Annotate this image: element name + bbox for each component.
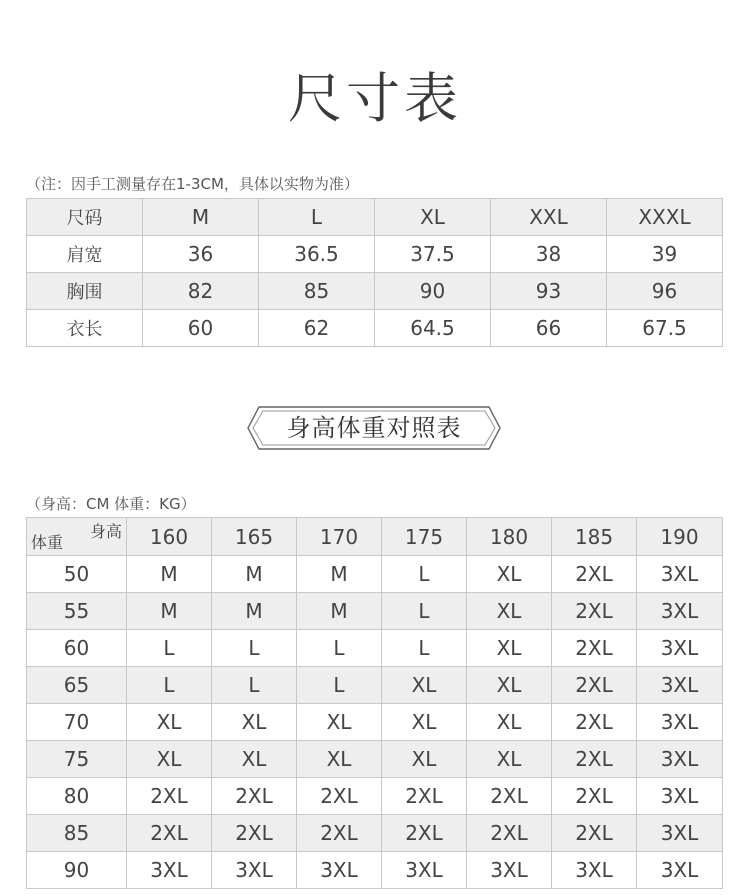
size-cell: 3XL: [637, 741, 723, 778]
size-header-row: [27, 199, 723, 236]
size-cell: XL: [382, 667, 467, 704]
size-cell: L: [212, 630, 297, 667]
weight-cell: 75: [27, 741, 127, 778]
size-cell: XL: [467, 556, 552, 593]
size-cell: M: [127, 556, 212, 593]
header-cell: 尺码: [27, 199, 143, 236]
header-cell: M: [143, 199, 259, 236]
weight-cell: 60: [27, 630, 127, 667]
height-cell: 180: [467, 518, 552, 556]
size-cell: L: [297, 630, 382, 667]
header-cell: XXXL: [607, 199, 723, 236]
size-cell: L: [297, 667, 382, 704]
size-cell: 3XL: [637, 704, 723, 741]
table-cell: 93: [491, 273, 607, 310]
table-cell: 37.5: [375, 236, 491, 273]
size-cell: 3XL: [637, 556, 723, 593]
size-cell: M: [212, 593, 297, 630]
size-cell: 2XL: [212, 815, 297, 852]
size-cell: 2XL: [467, 815, 552, 852]
size-cell: 2XL: [127, 778, 212, 815]
size-cell: 2XL: [552, 556, 637, 593]
size-cell: L: [382, 556, 467, 593]
size-cell: XL: [127, 704, 212, 741]
size-cell: 2XL: [382, 778, 467, 815]
corner-weight-label: 体重: [31, 533, 64, 552]
table-cell: 85: [259, 273, 375, 310]
height-cell: 170: [297, 518, 382, 556]
size-cell: 3XL: [127, 852, 212, 889]
weight-cell: 90: [27, 852, 127, 889]
corner-height-label: 身高: [89, 522, 122, 541]
size-cell: XL: [212, 741, 297, 778]
weight-cell: 65: [27, 667, 127, 704]
height-cell: 190: [637, 518, 723, 556]
size-cell: 2XL: [552, 704, 637, 741]
weight-cell: 80: [27, 778, 127, 815]
size-cell: 2XL: [552, 741, 637, 778]
size-cell: 3XL: [637, 593, 723, 630]
table-row: [27, 741, 723, 778]
header-cell: XXL: [491, 199, 607, 236]
size-cell: XL: [212, 704, 297, 741]
header-cell: L: [259, 199, 375, 236]
size-cell: M: [297, 556, 382, 593]
size-cell: 2XL: [552, 815, 637, 852]
size-cell: XL: [467, 741, 552, 778]
table-row: [27, 236, 723, 273]
size-cell: L: [382, 593, 467, 630]
header-cell: XL: [375, 199, 491, 236]
size-cell: 2XL: [552, 593, 637, 630]
table-cell: 36.5: [259, 236, 375, 273]
table-row: [27, 852, 723, 889]
size-cell: 3XL: [212, 852, 297, 889]
size-cell: XL: [467, 593, 552, 630]
height-weight-table: [26, 517, 723, 889]
size-cell: L: [127, 630, 212, 667]
table-cell: 96: [607, 273, 723, 310]
size-cell: 2XL: [552, 667, 637, 704]
size-chart-table: [26, 198, 723, 347]
height-cell: 165: [212, 518, 297, 556]
section-title: 身高体重对照表: [286, 414, 462, 442]
table-cell: 38: [491, 236, 607, 273]
size-cell: L: [212, 667, 297, 704]
size-cell: L: [382, 630, 467, 667]
size-cell: 3XL: [552, 852, 637, 889]
size-cell: M: [127, 593, 212, 630]
size-cell: 2XL: [297, 778, 382, 815]
row-label: 衣长: [27, 310, 143, 347]
size-cell: XL: [297, 741, 382, 778]
weight-cell: 70: [27, 704, 127, 741]
size-cell: 2XL: [297, 815, 382, 852]
table-row: [27, 704, 723, 741]
size-cell: M: [297, 593, 382, 630]
weight-cell: 85: [27, 815, 127, 852]
size-cell: L: [127, 667, 212, 704]
size-cell: 3XL: [637, 815, 723, 852]
table-row: [27, 815, 723, 852]
size-cell: 3XL: [467, 852, 552, 889]
size-cell: XL: [382, 704, 467, 741]
weight-cell: 50: [27, 556, 127, 593]
row-label: 胸围: [27, 273, 143, 310]
size-cell: 3XL: [637, 630, 723, 667]
size-cell: XL: [467, 704, 552, 741]
size-cell: 2XL: [552, 778, 637, 815]
table-cell: 67.5: [607, 310, 723, 347]
size-cell: 3XL: [297, 852, 382, 889]
size-cell: 2XL: [467, 778, 552, 815]
table-cell: 39: [607, 236, 723, 273]
size-cell: 3XL: [637, 778, 723, 815]
size-cell: 2XL: [212, 778, 297, 815]
table-row: [27, 273, 723, 310]
table-cell: 82: [143, 273, 259, 310]
size-cell: XL: [467, 667, 552, 704]
height-cell: 185: [552, 518, 637, 556]
size-cell: 3XL: [637, 667, 723, 704]
size-cell: 2XL: [127, 815, 212, 852]
size-cell: XL: [382, 741, 467, 778]
height-header-row: [27, 518, 723, 556]
recommend-note: （身高：CM 体重：KG）: [26, 495, 196, 513]
table-row: [27, 778, 723, 815]
table-cell: 60: [143, 310, 259, 347]
table-cell: 66: [491, 310, 607, 347]
corner-cell: [27, 518, 127, 556]
weight-cell: 55: [27, 593, 127, 630]
height-cell: 160: [127, 518, 212, 556]
size-cell: M: [212, 556, 297, 593]
size-note: （注：因手工测量存在1-3CM，具体以实物为准）: [26, 175, 359, 193]
size-cell: 3XL: [637, 852, 723, 889]
row-label: 肩宽: [27, 236, 143, 273]
table-row: [27, 593, 723, 630]
table-cell: 90: [375, 273, 491, 310]
table-cell: 62: [259, 310, 375, 347]
size-cell: XL: [467, 630, 552, 667]
size-cell: 2XL: [382, 815, 467, 852]
table-row: [27, 556, 723, 593]
size-cell: XL: [127, 741, 212, 778]
size-cell: 3XL: [382, 852, 467, 889]
size-cell: 2XL: [552, 630, 637, 667]
size-cell: XL: [297, 704, 382, 741]
table-row: [27, 310, 723, 347]
table-cell: 64.5: [375, 310, 491, 347]
table-row: [27, 667, 723, 704]
page-title: 尺寸表: [288, 67, 462, 130]
table-cell: 36: [143, 236, 259, 273]
height-cell: 175: [382, 518, 467, 556]
section-banner: [247, 406, 501, 450]
table-row: [27, 630, 723, 667]
